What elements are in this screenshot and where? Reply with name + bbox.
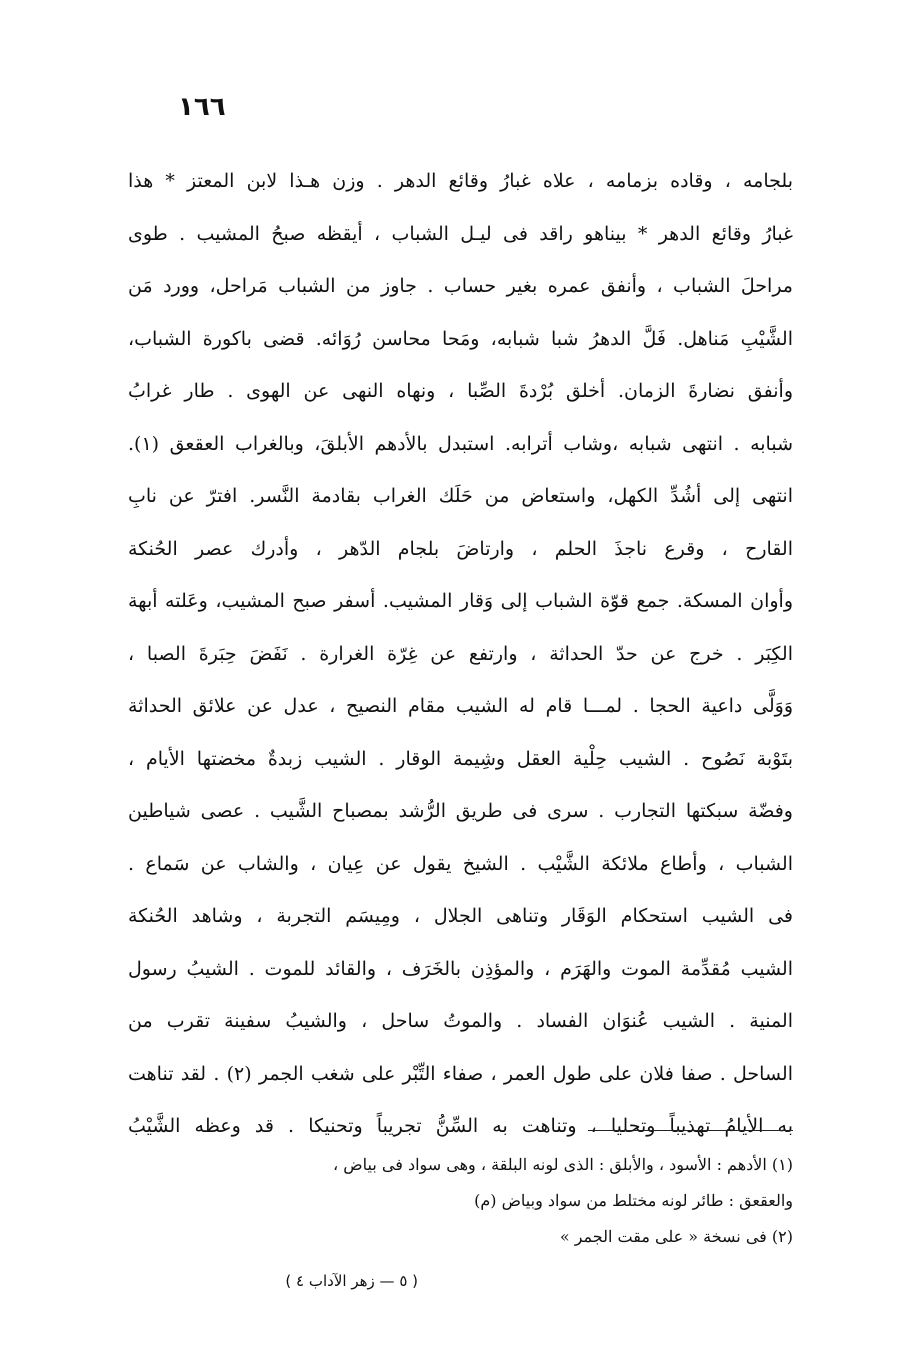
text-line: شبابه . انتهى شبابه ،وشاب أترابه. استبدل بالأدهم الأبلقَ، وبالغراب العقعق (١). [128,432,793,455]
page-number: ١٦٦ [178,92,226,122]
text-line: الشيب مُقدِّمة الموت والهَرَم ، والمؤذِن بالخَرَف ، والقائد للموت . الشيبُ رسول [128,957,793,980]
footnote-line: والعقعق : طائر لونه مختلط من سواد وبياض (م) [474,1191,793,1210]
text-line: المنية . الشيب عُنوَان الفساد . والموتُ ساحل ، والشيبُ سفينة تقرب من [128,1010,793,1032]
signature-mark: ( ٥ — زهر الآداب ٤ ) [285,1272,418,1290]
text-line: بتَوْبة نَصُوح . الشيب حِلْية العقل وشِيمة الوقار . الشيب زبدةٌ مخضتها الأيام ، [128,747,793,770]
footnote-line: (٢) فى نسخة « على مقت الجمر » [559,1227,793,1246]
main-text-block [128,155,793,1153]
text-line: الساحل . صفا فلان على طول العمر ، صفاء التِّبْر على شغب الجمر (٢) . لقد تناهت [128,1062,793,1085]
text-line: الشَّيْبِ مَناهل. فَلَّ الدهرُ شبا شبابه، ومَحا محاسن رُوَائه. قضى باكورة الشباب، [128,327,793,350]
footnote-line: (١) الأدهم : الأسود ، والأبلق : الذى لونه البلقة ، وهى سواد فى بياض ، [333,1155,793,1174]
text-line: انتهى إلى أشُدِّ الكهل، واستعاض من حَلَك الغراب بقادمة النَّسر. افترّ عن نابِ [128,485,793,507]
text-line: وفضّة سبكتها التجارب . سرى فى طريق الرُّشد بمصباح الشَّيب . عصى شياطين [128,800,793,822]
footnote-divider [588,1130,793,1131]
text-line: وَوَلَّى داعية الحجا . لمـــا قام له الشيب مقام النصيح ، عدل عن علائق الحداثة [128,695,793,717]
text-line: مراحلَ الشباب ، وأنفق عمره بغير حساب . جاوز من الشباب مَراحل، وورد مَن [128,275,793,297]
text-line: به الأيامُ تهذيباً وتحليا ، وتناهت به السِّنُّ تجريباً وتحنيكا . قد وعظه الشَّيْبُ [128,1115,793,1137]
text-line: فى الشيب استحكام الوَقَار وتناهى الجلال ، ومِيسَم التجربة ، وشاهد الحُنكة [128,905,793,927]
text-line: وأنفق نضارةَ الزمان. أخلق بُرْدةَ الصِّبا ، ونهاه النهى عن الهوى . طار غرابُ [128,380,793,402]
text-line: غبارُ وقائع الدهر * بيناهو راقد فى ليـل الشباب ، أيقظه صبحُ المشيب . طوى [128,222,793,245]
text-line: الشباب ، وأطاع ملائكة الشَّيْب . الشيخ يقول عن عِيان ، والشاب عن سَماع . [128,852,793,875]
footnotes-block [128,1147,793,1255]
text-line: بلجامه ، وقاده بزمامه ، علاه غبارُ وقائع الدهر . وزن هـذا لابن المعتز * هذا [128,170,793,192]
text-line: الكِبَر . خرج عن حدّ الحداثة ، وارتفع عن غِرّة الغرارة . نَفَضَ حِبَرةَ الصبا ، [128,642,793,665]
text-line: وأوان المسكة. جمع قوّة الشباب إلى وَقار المشيب. أسفر صبح المشيب، وعَلته أبهة [128,590,793,612]
text-line: القارح ، وقرع ناجذَ الحلم ، وارتاضَ بلجام الدّهر ، وأدرك عصر الحُنكة [128,537,793,560]
